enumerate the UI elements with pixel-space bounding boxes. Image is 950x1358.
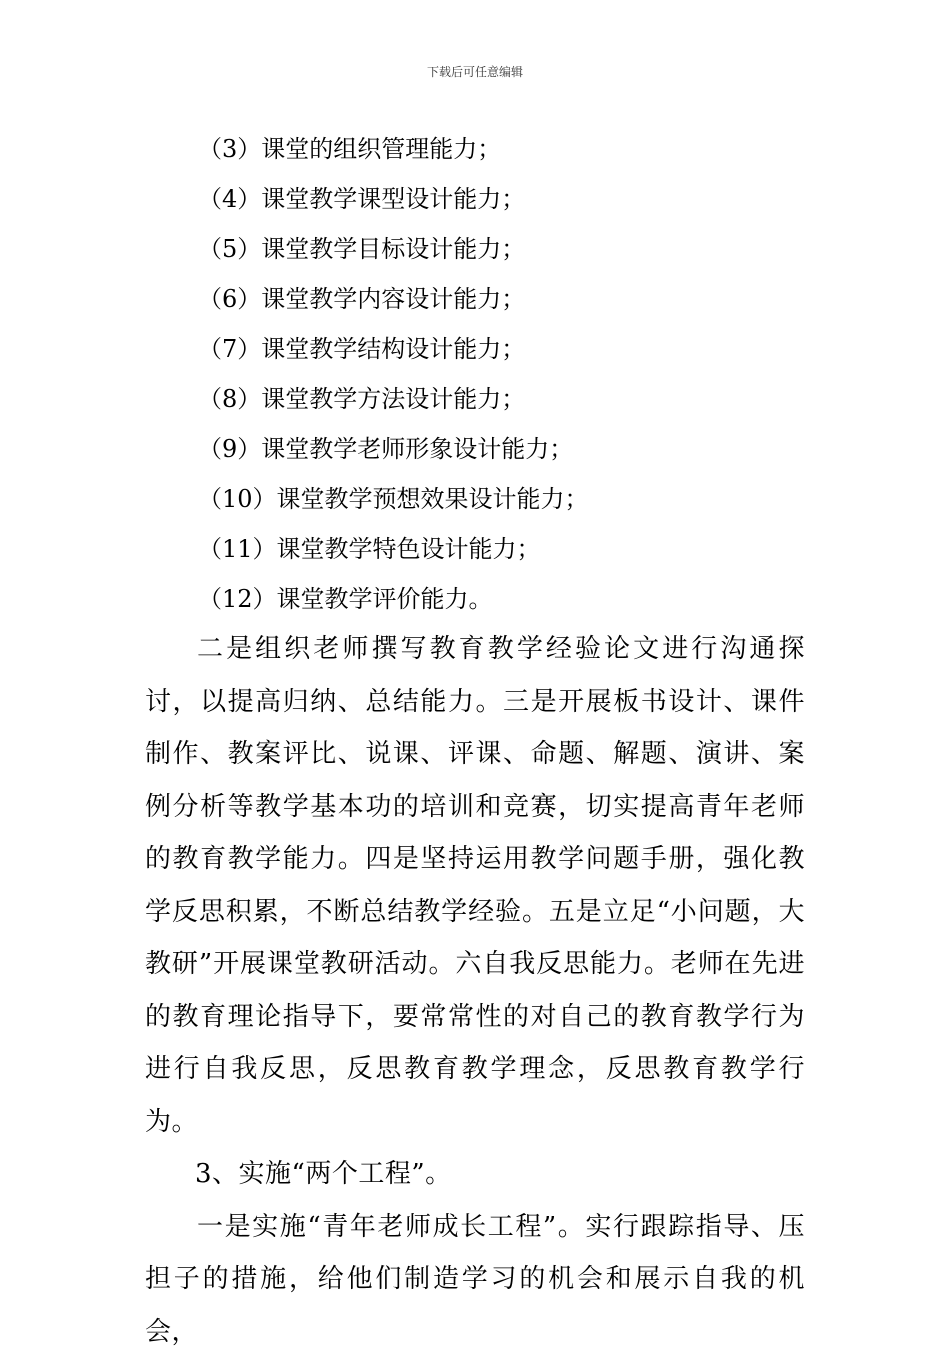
list-item: （7）课堂教学结构设计能力； [198, 324, 838, 374]
paragraph-growth-project: 一是实施“青年老师成长工程”。实行跟踪指导、压担子的措施，给他们制造学习的机会和展示自我的机会， [145, 1201, 805, 1358]
list-item: （6）课堂教学内容设计能力； [198, 274, 838, 324]
list-item: （3）课堂的组织管理能力； [198, 124, 838, 174]
list-item: （10）课堂教学预想效果设计能力； [198, 474, 838, 524]
body-text [145, 623, 805, 1358]
list-item: （11）课堂教学特色设计能力； [198, 524, 838, 574]
list-item: （8）课堂教学方法设计能力； [198, 374, 838, 424]
list-item: （4）课堂教学课型设计能力； [198, 174, 838, 224]
list-item: （12）课堂教学评价能力。 [198, 574, 838, 624]
page-header: 下载后可任意编辑 [0, 64, 950, 80]
paragraph-training: 二是组织老师撰写教育教学经验论文进行沟通探讨，以提高归纳、总结能力。三是开展板书设计、课件制作、教案评比、说课、评课、命题、解题、演讲、案例分析等教学基本功的培训和竞赛，切实提高青年老师的教育教学能力。四是坚持运用教学问题手册，强化教学反思积累，不断总结教学经验。五是立足“小问题，大教研”开展课堂教研活动。六自我反思能力。老师在先进的教育理论指导下，要常常性的对自己的教育教学行为进行自我反思，反思教育教学理念，反思教育教学行为。 [145, 623, 805, 1148]
list-item: （9）课堂教学老师形象设计能力； [198, 424, 838, 474]
ability-list [198, 124, 838, 624]
section-heading: 3、实施“两个工程”。 [145, 1148, 805, 1201]
list-item: （5）课堂教学目标设计能力； [198, 224, 838, 274]
